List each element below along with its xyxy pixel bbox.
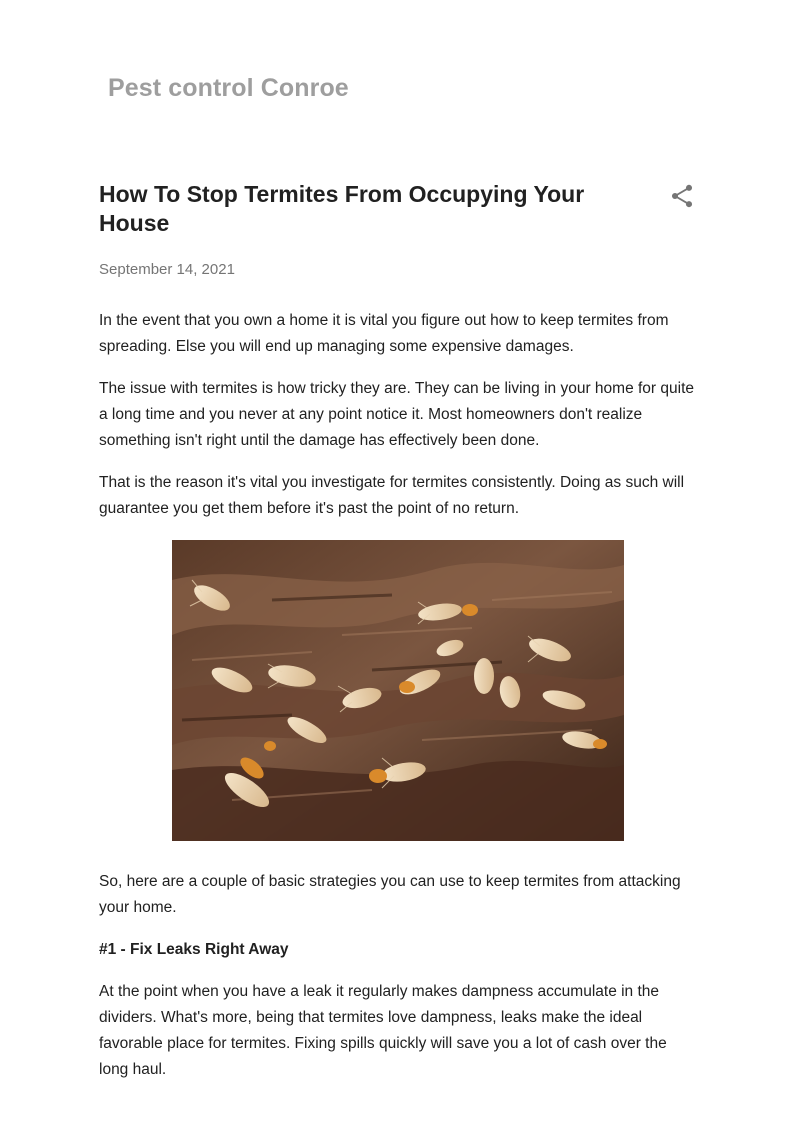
share-button[interactable] [668,182,696,210]
subheading-number: #1 - [99,941,131,958]
post-title: How To Stop Termites From Occupying Your House [99,181,585,236]
post-paragraph: So, here are a couple of basic strategies you can use to keep termites from attacking your home. [99,873,681,916]
termites-on-wood-photo[interactable] [172,540,624,841]
post-paragraph: In the event that you own a home it is vital you figure out how to keep termites from spreading. Else you will end up managing some expensive damages. [99,312,669,355]
post-paragraph: That is the reason it's vital you investigate for termites consistently. Doing as such will guarantee you get them before it's past the point of no return. [99,474,685,517]
post-paragraph: The issue with termites is how tricky they are. They can be living in your home for quite a long time and you never at any point notice it. Most homeowners don't realize something isn't right until the damage has effectively been done. [99,380,695,449]
post-paragraph: At the point when you have a leak it regularly makes dampness accumulate in the dividers. What's more, being that termites love dampness, leaks make the ideal favorable place for termites. Fixing spills quickly will save you a lot of cash over the long haul. [99,983,667,1078]
post-date: September 14, 2021 [99,261,235,278]
blog-title[interactable]: Pest control Conroe [108,74,349,102]
subheading-text: Fix Leaks Right Away [130,941,289,958]
post-subheading [99,937,699,963]
post-body [99,308,699,1099]
share-icon [668,182,696,210]
post-header [99,180,699,238]
